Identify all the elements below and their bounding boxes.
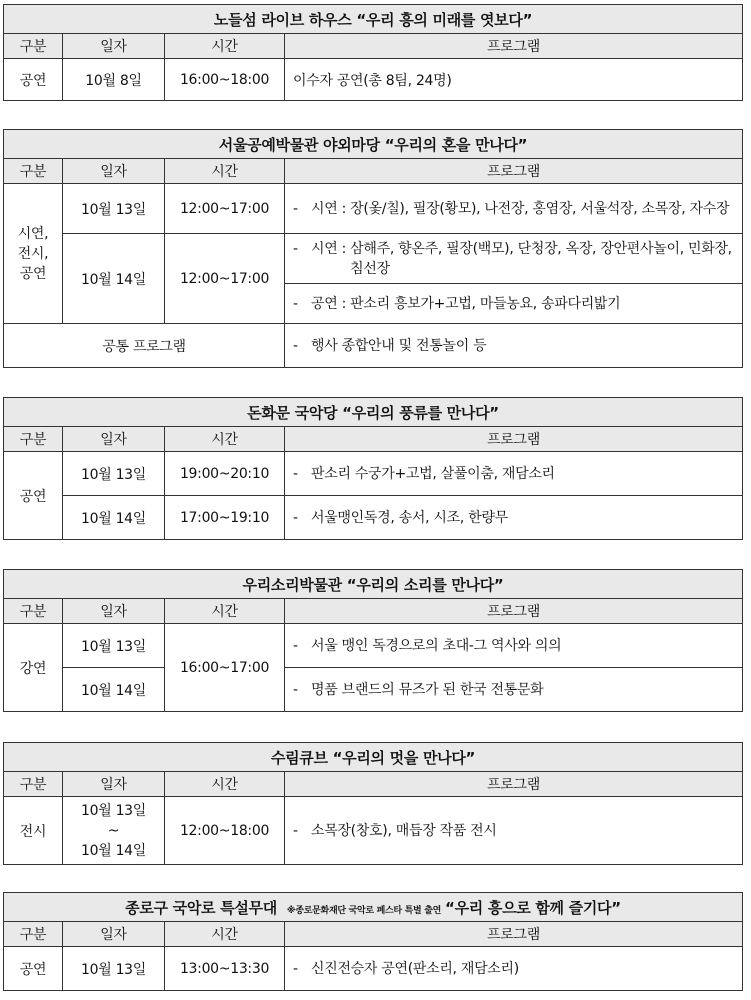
program-text: 판소리 흥보가+고법, 마들농요, 송파다리밟기 xyxy=(350,295,621,312)
time-cell: 12:00~18:00 xyxy=(165,797,285,865)
category-cell: 공연 xyxy=(4,452,63,540)
header-time: 시간 xyxy=(165,922,285,947)
section-title: 수림큐브 “우리의 멋을 만나다” xyxy=(4,743,743,772)
header-date: 일자 xyxy=(63,599,165,624)
program-label: 공연 : xyxy=(311,295,351,312)
table-row xyxy=(4,234,743,284)
date-cell: 10월 14일 xyxy=(63,234,165,324)
header-program: 프로그램 xyxy=(285,159,743,184)
section-woori-sori-museum xyxy=(3,569,743,712)
dash-bullet: - xyxy=(293,822,298,839)
program-label: 시연 : xyxy=(311,200,351,217)
schedule-table xyxy=(3,892,743,991)
program-text: 행사 종합안내 및 전통놀이 등 xyxy=(311,337,487,354)
section-title: 돈화문 국악당 “우리의 풍류를 만나다” xyxy=(4,398,743,427)
section-donhwamun-gugakdang xyxy=(3,397,743,540)
header-date: 일자 xyxy=(63,427,165,452)
header-category: 구분 xyxy=(4,427,63,452)
table-row xyxy=(4,797,743,865)
schedule-table xyxy=(3,742,743,865)
time-cell: 13:00~13:30 xyxy=(165,947,285,991)
program-cell xyxy=(285,452,743,496)
section-surim-cube xyxy=(3,742,743,865)
dash-bullet: - xyxy=(293,295,298,312)
program-cell xyxy=(285,184,743,234)
header-time: 시간 xyxy=(165,772,285,797)
header-date: 일자 xyxy=(63,159,165,184)
section-title: 노들섬 라이브 하우스 “우리 흥의 미래를 엿보다” xyxy=(4,5,743,34)
program-text: 명품 브랜드의 뮤즈가 된 한국 전통문화 xyxy=(311,681,544,698)
date-cell: 10월 14일 xyxy=(63,668,165,712)
schedule-table xyxy=(3,397,743,540)
date-cell: 10월 13일 xyxy=(63,624,165,668)
date-separator: ~ xyxy=(107,822,120,839)
table-row xyxy=(4,59,743,101)
table-row xyxy=(4,452,743,496)
table-row xyxy=(4,324,743,368)
section-title: 우리소리박물관 “우리의 소리를 만나다” xyxy=(4,570,743,599)
program-text: 소목장(창호), 매듭장 작품 전시 xyxy=(311,822,497,839)
schedule-table xyxy=(3,569,743,712)
dash-bullet: - xyxy=(293,240,298,257)
schedule-table xyxy=(3,129,743,368)
date-cell: 10월 8일 xyxy=(63,59,165,101)
table-row xyxy=(4,184,743,234)
dash-bullet: - xyxy=(293,200,298,217)
header-category: 구분 xyxy=(4,34,63,59)
header-category: 구분 xyxy=(4,772,63,797)
dash-bullet: - xyxy=(293,960,298,977)
header-program: 프로그램 xyxy=(285,427,743,452)
category-line: 시연, xyxy=(17,225,49,242)
category-line: 전시, xyxy=(17,245,49,262)
category-cell: 강연 xyxy=(4,624,63,712)
table-row xyxy=(4,496,743,540)
title-prefix: 종로구 국악로 특설무대 xyxy=(125,898,277,917)
program-cell xyxy=(285,624,743,668)
header-date: 일자 xyxy=(63,34,165,59)
time-cell: 16:00~17:00 xyxy=(165,624,285,712)
date-start: 10월 13일 xyxy=(80,802,147,819)
section-title xyxy=(4,893,743,922)
time-cell: 12:00~17:00 xyxy=(165,234,285,324)
dash-bullet: - xyxy=(293,465,298,482)
program-cell xyxy=(285,668,743,712)
program-text: 판소리 수궁가+고법, 살풀이춤, 재담소리 xyxy=(311,465,555,482)
section-title: 서울공예박물관 야외마당 “우리의 혼을 만나다” xyxy=(4,130,743,159)
dash-bullet: - xyxy=(293,681,298,698)
header-date: 일자 xyxy=(63,772,165,797)
section-nodeul-live-house xyxy=(3,4,743,101)
header-category: 구분 xyxy=(4,599,63,624)
header-time: 시간 xyxy=(165,34,285,59)
program-cell xyxy=(285,947,743,991)
program-cell: 이수자 공연(총 8팀, 24명) xyxy=(285,59,743,101)
section-jongno-gugakro-stage xyxy=(3,892,743,991)
header-time: 시간 xyxy=(165,159,285,184)
date-cell: 10월 13일 xyxy=(63,947,165,991)
date-end: 10월 14일 xyxy=(80,842,147,859)
program-text: 서울 맹인 독경으로의 초대-그 역사와 의의 xyxy=(311,637,562,654)
dash-bullet: - xyxy=(293,337,298,354)
program-cell xyxy=(285,284,743,324)
header-date: 일자 xyxy=(63,922,165,947)
time-cell: 16:00~18:00 xyxy=(165,59,285,101)
common-program-label: 공통 프로그램 xyxy=(4,324,285,368)
section-seoul-craft-museum xyxy=(3,129,743,368)
header-program: 프로그램 xyxy=(285,772,743,797)
program-cell xyxy=(285,234,743,284)
header-program: 프로그램 xyxy=(285,599,743,624)
program-text: 삼해주, 향온주, 필장(백모), 단청장, 옥장, 장안편사놀이, 민화장, 침선장 xyxy=(350,240,732,277)
table-row xyxy=(4,668,743,712)
dash-bullet: - xyxy=(293,509,298,526)
date-cell: 10월 13일 xyxy=(63,452,165,496)
date-cell xyxy=(63,797,165,865)
dash-bullet: - xyxy=(293,637,298,654)
program-text: 서울맹인독경, 송서, 시조, 한량무 xyxy=(311,509,508,526)
program-cell xyxy=(285,797,743,865)
title-note: ※종로문화재단 국악로 페스타 특별 출연 xyxy=(286,905,442,916)
program-text: 장(옻/칠), 필장(황모), 나전장, 홍염장, 서울석장, 소목장, 자수장 xyxy=(350,200,730,217)
title-suffix: “우리 흥으로 함께 즐기다” xyxy=(445,898,621,917)
program-cell xyxy=(285,324,743,368)
category-cell: 공연 xyxy=(4,59,63,101)
category-line: 공연 xyxy=(19,265,47,282)
table-row xyxy=(4,947,743,991)
category-cell xyxy=(4,184,63,324)
category-cell: 전시 xyxy=(4,797,63,865)
date-cell: 10월 13일 xyxy=(63,184,165,234)
header-time: 시간 xyxy=(165,599,285,624)
date-cell: 10월 14일 xyxy=(63,496,165,540)
program-label: 시연 : xyxy=(311,240,351,257)
time-cell: 17:00~19:10 xyxy=(165,496,285,540)
time-cell: 12:00~17:00 xyxy=(165,184,285,234)
header-category: 구분 xyxy=(4,922,63,947)
category-cell: 공연 xyxy=(4,947,63,991)
header-category: 구분 xyxy=(4,159,63,184)
program-cell xyxy=(285,496,743,540)
schedule-table xyxy=(3,4,743,101)
header-program: 프로그램 xyxy=(285,922,743,947)
program-text: 신진전승자 공연(판소리, 재담소리) xyxy=(311,960,519,977)
header-time: 시간 xyxy=(165,427,285,452)
header-program: 프로그램 xyxy=(285,34,743,59)
table-row xyxy=(4,624,743,668)
time-cell: 19:00~20:10 xyxy=(165,452,285,496)
